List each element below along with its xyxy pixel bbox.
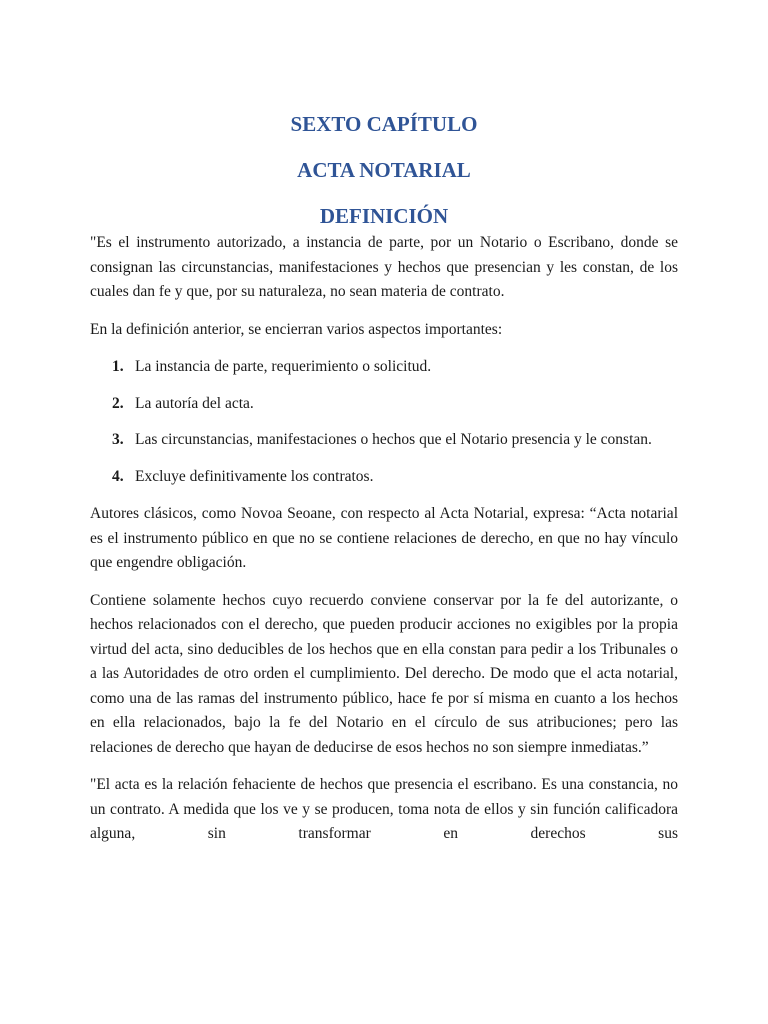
paragraph-novoa-seoane: Autores clásicos, como Novoa Seoane, con respecto al Acta Notarial, expresa: “Acta notarial es el instrumento público en que no se contiene relaciones de derecho, en que no hay vínculo que engendre obligación.	[90, 505, 678, 571]
list-item	[90, 355, 678, 380]
list-item-number: 1.	[112, 358, 124, 375]
document-body	[90, 231, 678, 860]
list-item-text: Las circunstancias, manifestaciones o hechos que el Notario presencia y le constan.	[135, 431, 652, 448]
paragraph-relacion-fehaciente: "El acta es la relación fehaciente de hechos que presencia el escribano. Es una constancia, no un contrato. A medida que los ve y se producen, toma nota de ellos y sin función calificadora alguna, sin transformar en derechos sus	[90, 776, 678, 842]
list-item-number: 4.	[112, 467, 124, 485]
chapter-heading: SEXTO CAPÍTULO	[290, 112, 478, 136]
paragraph-hechos: Contiene solamente hechos cuyo recuerdo conviene conservar por la fe del autorizante, o hechos relacionados con el derecho, que pueden producir acciones no exigibles por la propia virtud del acta, sino deducibles de los hechos que en ella constan para pedir a los Tribunales o a las Autoridades de otro orden el cumplimiento. Del derecho. De modo que el acta notarial, como una de las ramas del instrumento público, hace fe por sí misma en cuanto a los hechos en ella relacionados, bajo la fe del Notario en el círculo de sus atribuciones; pero las relaciones de derecho que hayan de deducirse de esos hechos no son siempre inmediatas.”	[90, 591, 678, 756]
list-item-number: 3.	[112, 431, 124, 448]
aspects-list	[90, 355, 678, 489]
list-item-text: La autoría del acta.	[135, 394, 254, 412]
list-item	[90, 392, 678, 417]
section-heading: DEFINICIÓN	[319, 204, 449, 228]
list-item-number: 2.	[112, 394, 124, 412]
paragraph-intro-list: En la definición anterior, se encierran varios aspectos importantes:	[90, 320, 503, 338]
paragraph-definition: "Es el instrumento autorizado, a instancia de parte, por un Notario o Escribano, donde se consignan las circunstancias, manifestaciones y hechos que presencian y les constan, de los cuales dan fe y que, por su naturaleza, no sean materia de contrato.	[90, 234, 678, 300]
list-item	[90, 465, 678, 490]
list-item-text: La instancia de parte, requerimiento o solicitud.	[135, 358, 432, 375]
list-item-text: Excluye definitivamente los contratos.	[135, 467, 374, 485]
title-heading: ACTA NOTARIAL	[297, 158, 471, 182]
list-item	[90, 428, 678, 453]
